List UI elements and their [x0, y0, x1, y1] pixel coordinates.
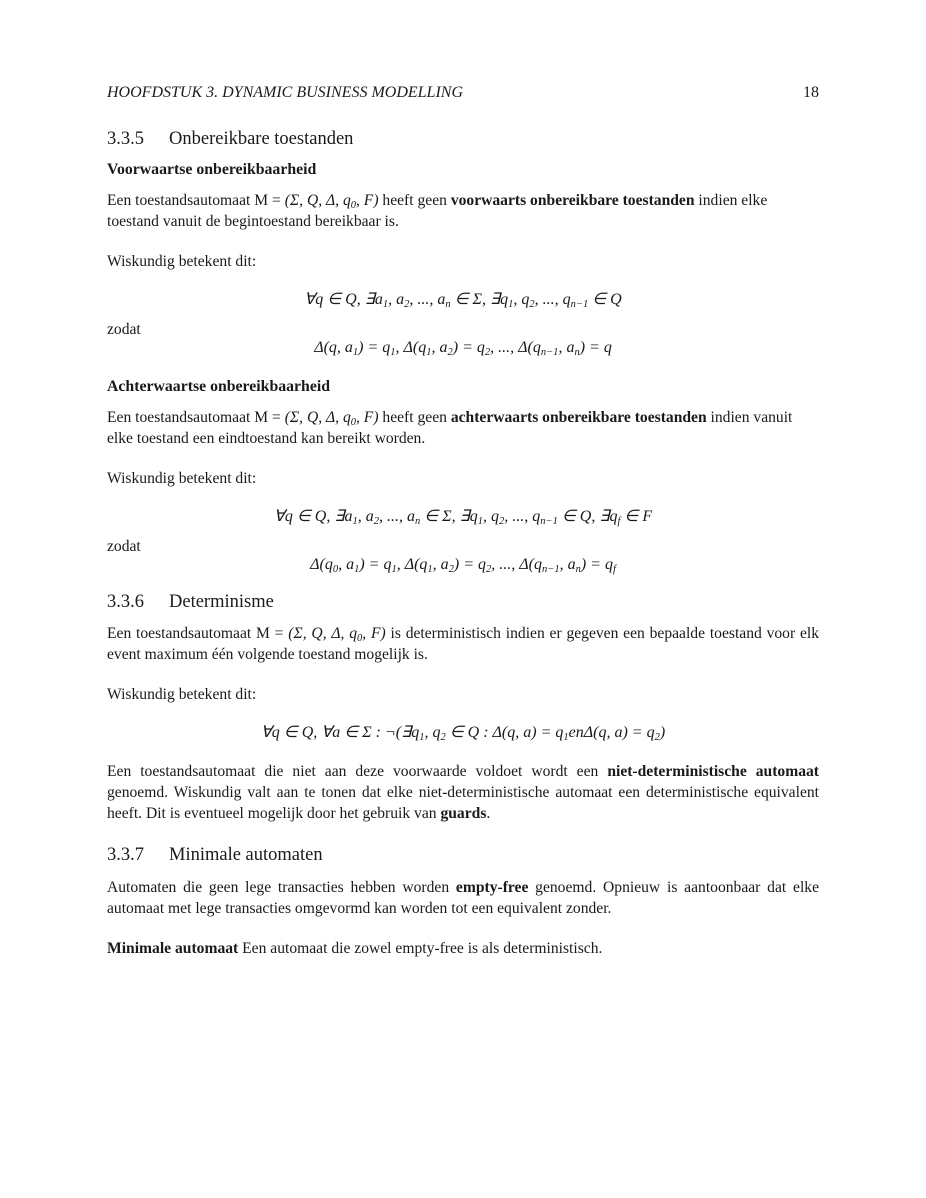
- paragraph-nondeterministic: [107, 761, 819, 824]
- definition-text: Een automaat die zowel empty-free is als deterministisch.: [238, 940, 603, 957]
- bold-term: guards: [440, 805, 487, 822]
- formula-forward-1: ∀q ∈ Q, $\exists a_1$, $a_2$, ..., $a_n$ ∈ Σ, $\exists q_1$, $q_2$, ..., $q_{n-1}$ ∈ Q: [304, 291, 622, 310]
- text: .: [486, 805, 491, 822]
- automaton-tuple: (Σ, Q, Δ, $q_0$, F): [288, 625, 386, 644]
- text: Een toestandsautomaat M =: [107, 192, 285, 209]
- subsection-heading-forward: Voorwaartse onbereikbaarheid: [107, 161, 317, 178]
- formula-backward-1: ∀q ∈ Q, $\exists a_1$, $a_2$, ..., $a_n$ ∈ Σ, $\exists q_1$, $q_2$, ..., $q_{n-1}$ ∈ Q, $\exists q_f$ ∈ F: [273, 508, 653, 527]
- definition-term: Minimale automaat: [107, 940, 239, 957]
- section-heading-3-3-7: [107, 842, 819, 868]
- text: is deterministisch indien er gegeven een bepaalde toestand voor elk event maximum één volgende toestand mogelijk is.: [107, 625, 820, 663]
- bold-term: niet-deterministische automaat: [607, 763, 819, 780]
- zodat-label: zodat: [107, 321, 141, 338]
- text: heeft geen: [378, 192, 451, 209]
- text: genoemd. Opnieuw is aantoonbaar dat elke automaat met lege transacties omgevormd kan worden tot een equivalent zonder.: [107, 879, 819, 917]
- paragraph-backward-definition: [107, 407, 819, 449]
- bold-term: voorwaarts onbereikbare toestanden: [450, 192, 695, 209]
- formula-block-backward-2: [107, 538, 819, 576]
- text: Een toestandsautomaat M =: [107, 409, 285, 426]
- formula-forward-2: Δ(q, $a_1) = q_1$, $\Delta(q_1$, $a_2) = q_2$, ..., $\Delta(q_{n-1}$, $a_n) = q$: [314, 339, 612, 358]
- section-title: Minimale automaten: [169, 845, 323, 865]
- automaton-tuple: (Σ, Q, Δ, $q_0$, F): [284, 409, 379, 428]
- paragraph-math-intro: Wiskundig betekent dit:: [107, 253, 257, 270]
- section-number: 3.3.5: [107, 129, 144, 149]
- text: heeft geen: [378, 409, 451, 426]
- paragraph-forward-definition: [107, 190, 819, 232]
- section-number: 3.3.7: [107, 845, 144, 865]
- paragraph-math-intro: Wiskundig betekent dit:: [107, 686, 257, 703]
- paragraph-determinism-definition: [107, 623, 819, 665]
- bold-term: achterwaarts onbereikbare toestanden: [450, 409, 707, 426]
- formula-determinism: ∀q ∈ Q, ∀a ∈ Σ : $\neg(\exists q_1$, $q_2$ ∈ Q : Δ(q, $a) = q_1en\Delta(q$, $a) = q_2$): [260, 724, 666, 743]
- text: Een toestandsautomaat die niet aan deze voorwaarde voldoet wordt een: [107, 763, 608, 780]
- formula-backward-2: $\Delta(q_0$, $a_1) = q_1$, $\Delta(q_1$, $a_2) = q_2$, ..., $\Delta(q_{n-1}$, $a_n) = q_f$: [310, 556, 616, 575]
- paragraph-math-intro: Wiskundig betekent dit:: [107, 470, 257, 487]
- paragraph-minimal-automaton: [107, 938, 819, 959]
- page-body: [107, 126, 819, 959]
- section-heading-3-3-6: [107, 589, 819, 615]
- section-title: Onbereikbare toestanden: [169, 129, 354, 149]
- text: genoemd. Wiskundig valt aan te tonen dat elke niet-deterministische automaat een deterministische equivalent heeft. Dit is eventueel mogelijk door het gebruik van: [107, 784, 819, 822]
- zodat-label: zodat: [107, 538, 141, 555]
- text: indien elke toestand vanuit de begintoestand bereikbaar is.: [107, 192, 768, 230]
- section-title: Determinisme: [169, 592, 274, 612]
- automaton-tuple: (Σ, Q, Δ, $q_0$, F): [284, 192, 379, 211]
- section-number: 3.3.6: [107, 592, 144, 612]
- text: Een toestandsautomaat M =: [107, 625, 289, 642]
- subsection-heading-backward: Achterwaartse onbereikbaarheid: [107, 378, 331, 395]
- section-heading-3-3-5: [107, 126, 819, 152]
- text: Automaten die geen lege transacties hebben worden: [107, 879, 456, 896]
- bold-term: empty-free: [455, 879, 529, 896]
- paragraph-empty-free: [107, 877, 819, 919]
- formula-block-forward-2: [107, 321, 819, 359]
- text: indien vanuit elke toestand een eindtoestand kan bereikt worden.: [107, 409, 793, 447]
- page-number: 18: [803, 84, 819, 101]
- running-header: HOOFDSTUK 3. DYNAMIC BUSINESS MODELLING: [107, 84, 464, 101]
